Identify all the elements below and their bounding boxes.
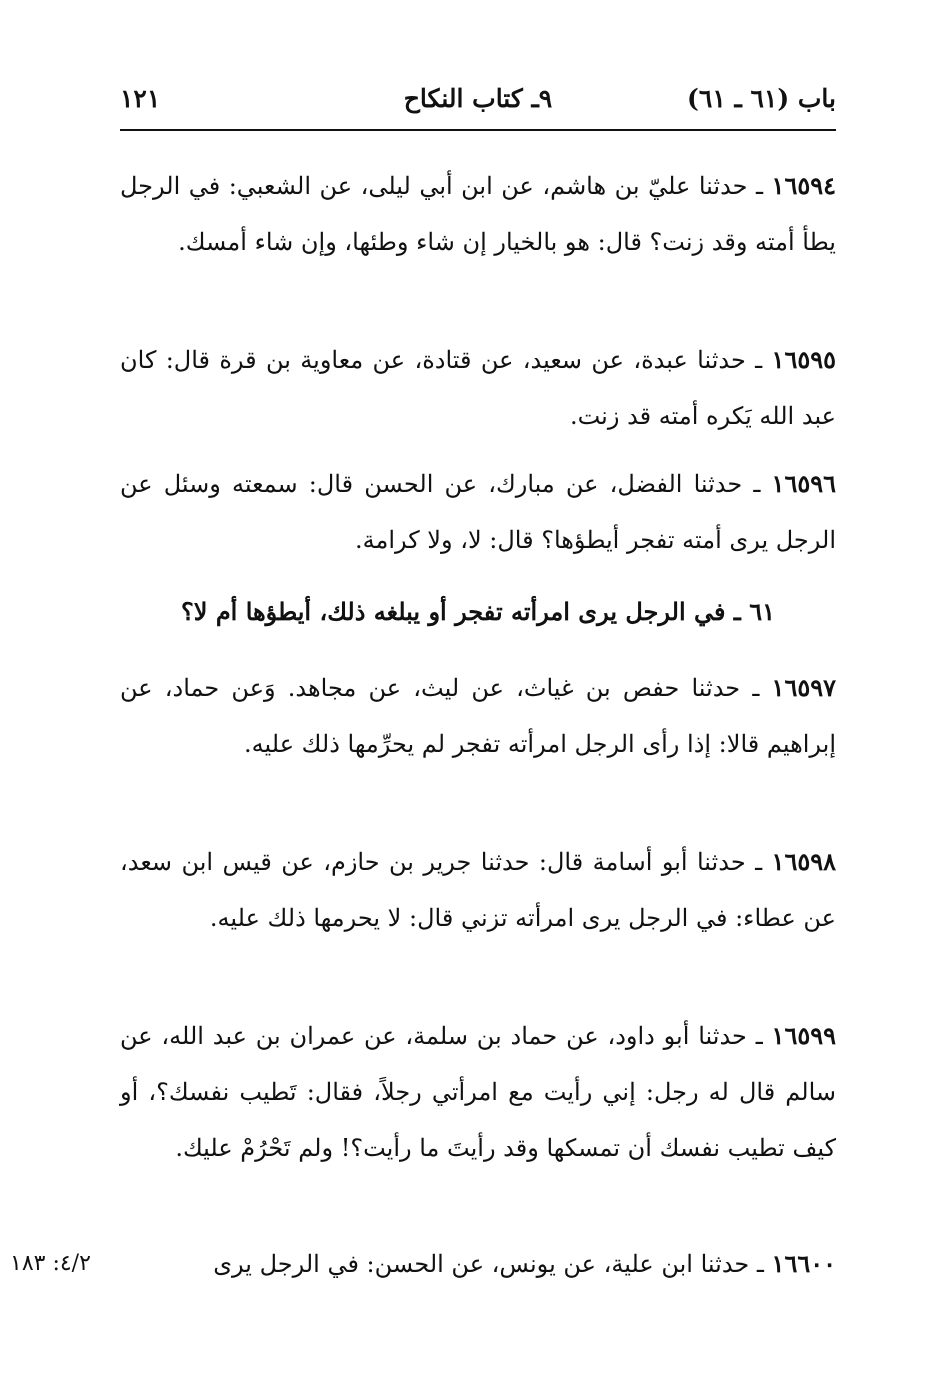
- hadith-16596: [120, 456, 836, 568]
- book-title: ٩ـ كتاب النكاح: [403, 84, 553, 113]
- hadith-text: ـ حدثنا الفضل، عن مبارك، عن الحسن قال: سمعته وسئل عن الرجل يرى أمته تفجر أيطؤها؟ قال: لا، ولا كرامة.: [120, 470, 836, 554]
- hadith-number: ١٦٥٩٥: [771, 345, 836, 374]
- hadith-text: ـ حدثنا حفص بن غياث، عن ليث، عن مجاهد. وَعن حماد، عن إبراهيم قالا: إذا رأى الرجل امرأته تفجر لم يحرِّمها ذلك عليه.: [120, 674, 836, 758]
- chapter-range: باب (٦١ ـ ٦١): [687, 84, 836, 113]
- hadith-16595: [120, 332, 836, 444]
- hadith-16600: [120, 1236, 836, 1292]
- hadith-16597: [120, 660, 836, 772]
- header-rule: [120, 129, 836, 131]
- hadith-number: ١٦٥٩٤: [771, 171, 836, 200]
- page-header: [120, 84, 836, 124]
- hadith-number: ١٦٥٩٨: [771, 847, 836, 876]
- hadith-text: ـ حدثنا أبو أسامة قال: حدثنا جرير بن حازم، عن قيس ابن سعد، عن عطاء: في الرجل يرى امرأته تزني قال: لا يحرمها ذلك عليه.: [120, 848, 836, 932]
- page-number: ١٢١: [120, 84, 161, 113]
- hadith-16594: [120, 158, 836, 270]
- hadith-number: ١٦٥٩٧: [771, 673, 836, 702]
- section-heading: ٦١ ـ في الرجل يرى امرأته تفجر أو يبلغه ذلك، أيطؤها أم لا؟: [181, 597, 775, 626]
- hadith-number: ١٦٦٠٠: [771, 1249, 836, 1278]
- hadith-text: ـ حدثنا عبدة، عن سعيد، عن قتادة، عن معاوية بن قرة قال: كان عبد الله يَكره أمته قد زنت.: [120, 346, 836, 430]
- hadith-16598: [120, 834, 836, 946]
- hadith-16599: [120, 1008, 836, 1176]
- margin-reference: ٤/٢: ١٨٣: [10, 1251, 91, 1276]
- hadith-text: ـ حدثنا أبو داود، عن حماد بن سلمة، عن عمران بن عبد الله، عن سالم قال له رجل: إني رأيت مع امرأتي رجلاً، فقال: تَطيب نفسك؟، أو كيف تطيب نفسك أن تمسكها وقد رأيتَ ما رأيت؟! ولم تَحْرُمْ عليك.: [120, 1022, 836, 1162]
- hadith-number: ١٦٥٩٦: [771, 469, 836, 498]
- hadith-number: ١٦٥٩٩: [771, 1021, 836, 1050]
- hadith-text: ـ حدثنا ابن علية، عن يونس، عن الحسن: في الرجل يرى: [213, 1250, 772, 1278]
- hadith-text: ـ حدثنا عليّ بن هاشم، عن ابن أبي ليلى، عن الشعبي: في الرجل يطأ أمته وقد زنت؟ قال: هو بالخيار إن شاء وطئها، وإن شاء أمسك.: [120, 172, 836, 256]
